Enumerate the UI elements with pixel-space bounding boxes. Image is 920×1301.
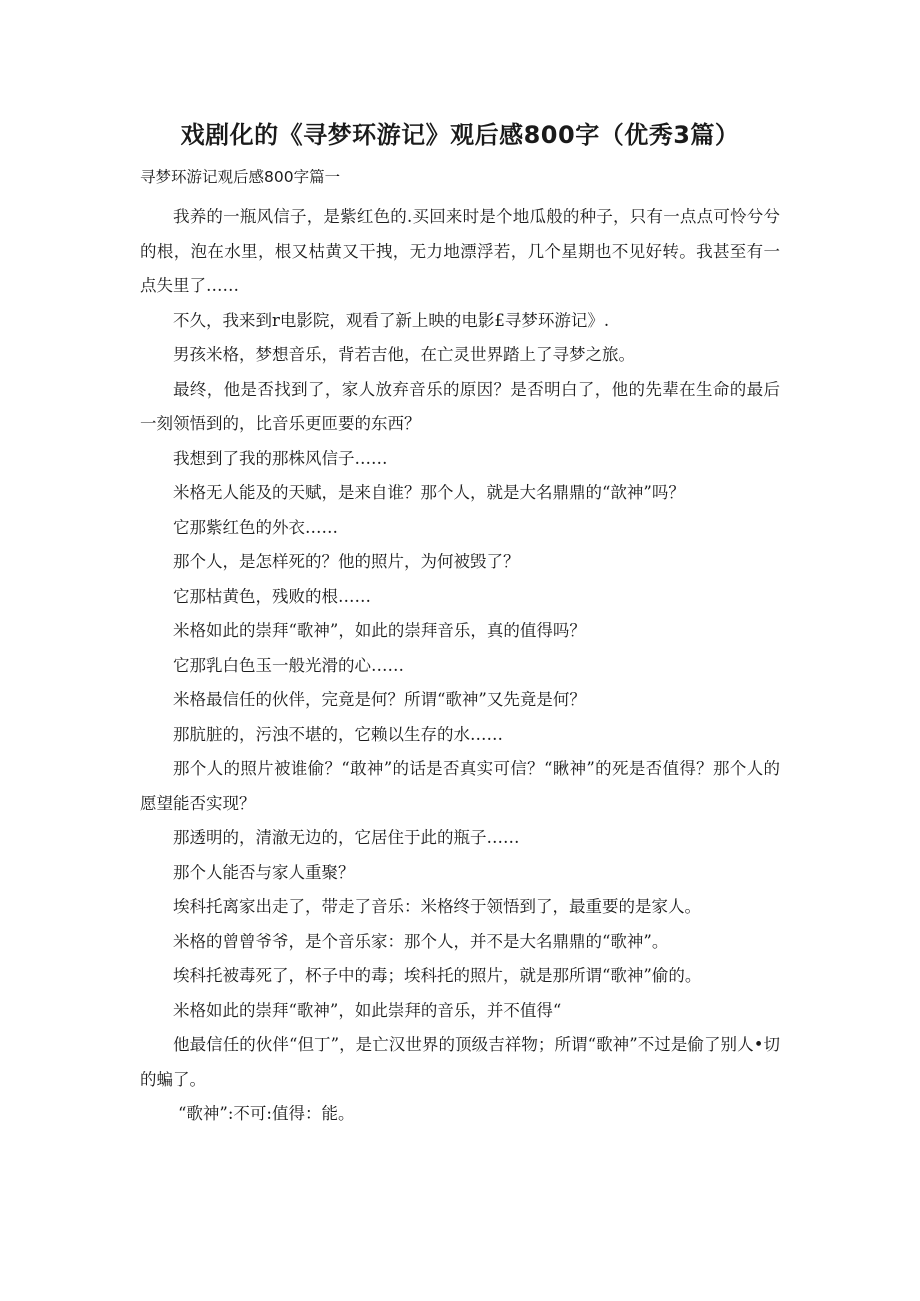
paragraph: 米格如此的崇拜“歌神”，如此崇拜的音乐，并不值得“ — [173, 1000, 562, 1020]
paragraph: 男孩米格，梦想音乐，背若吉他，在亡灵世界踏上了寻梦之旅。 — [173, 345, 635, 364]
paragraph: 那个人的照片被谁偷？“敢神”的话是否真实可信？“瞅神”的死是否值得？那个人的愿望能否实现？ — [140, 759, 780, 813]
paragraph: 他最信任的伙伴“但丁”，是亡汉世界的顶级吉祥物；所谓“歌神”不过是偷了别人•切的蝙了。 — [140, 1035, 780, 1089]
paragraph: 我想到了我的那株风信子…… — [173, 448, 388, 468]
paragraph: 最终，他是否找到了，家人放弃音乐的原因？是否明白了，他的先辈在生命的最后一刻领悟到的，比音乐更匝要的东西？ — [140, 379, 780, 433]
paragraph: 它那紫红色的外衣…… — [173, 517, 338, 537]
paragraph: 那个人，是怎样死的？他的照片，为何被毁了？ — [173, 552, 520, 571]
paragraph: 它那枯黄色，残败的根…… — [173, 586, 371, 606]
paragraph: 米格无人能及的天赋，是来自谁？那个人，就是大名鼎鼎的“歆神”吗？ — [173, 483, 685, 502]
paragraph: 我养的一瓶风信子，是紫红色的.买回来时是个地瓜般的种子，只有一点点可怜兮兮的根，泡在水里，根又枯黄又干拽，无力地漂浮若，几个星期也不见好转。我甚至有一点失里了…… — [140, 207, 780, 295]
paragraph: 米格的曾曾爷爷，是个音乐家：那个人，并不是大名鼎鼎的“歌神”。 — [173, 931, 669, 951]
paragraph: 米格最信任的伙伴，完竟是何？所谓“歌神”又先竟是何？ — [173, 690, 586, 709]
paragraph: 那肮脏的，污浊不堪的，它赖以生存的水…… — [173, 724, 503, 744]
paragraph: 那个人能否与家人重聚？ — [173, 862, 355, 882]
section-heading: 寻梦环游记观后感800字篇一 — [140, 168, 341, 186]
paragraph: 米格如此的崇拜“歌神”，如此的崇拜音乐，真的值得吗？ — [173, 621, 586, 640]
document-title: 戏剧化的《寻梦环游记》观后感800字（优秀3篇） — [180, 121, 740, 149]
paragraph: 它那乳白色玉一般光滑的心…… — [173, 655, 404, 675]
document-body — [140, 200, 780, 1132]
paragraph: 那透明的，清澈无边的，它居住于此的瓶子…… — [173, 828, 520, 847]
paragraph: 不久，我来到r电影院，观看了新上映的电影£寻梦环游记》. — [173, 310, 610, 330]
paragraph: 埃科托离家出走了，带走了音乐：米格终于领悟到了，最重要的是家人。 — [173, 897, 701, 916]
paragraph: “歌神”:不可:值得：能。 — [178, 1104, 355, 1123]
paragraph: 埃科托被毒死了，杯子中的毒；埃科托的照片，就是那所谓“歌神”偷的。 — [173, 966, 702, 985]
